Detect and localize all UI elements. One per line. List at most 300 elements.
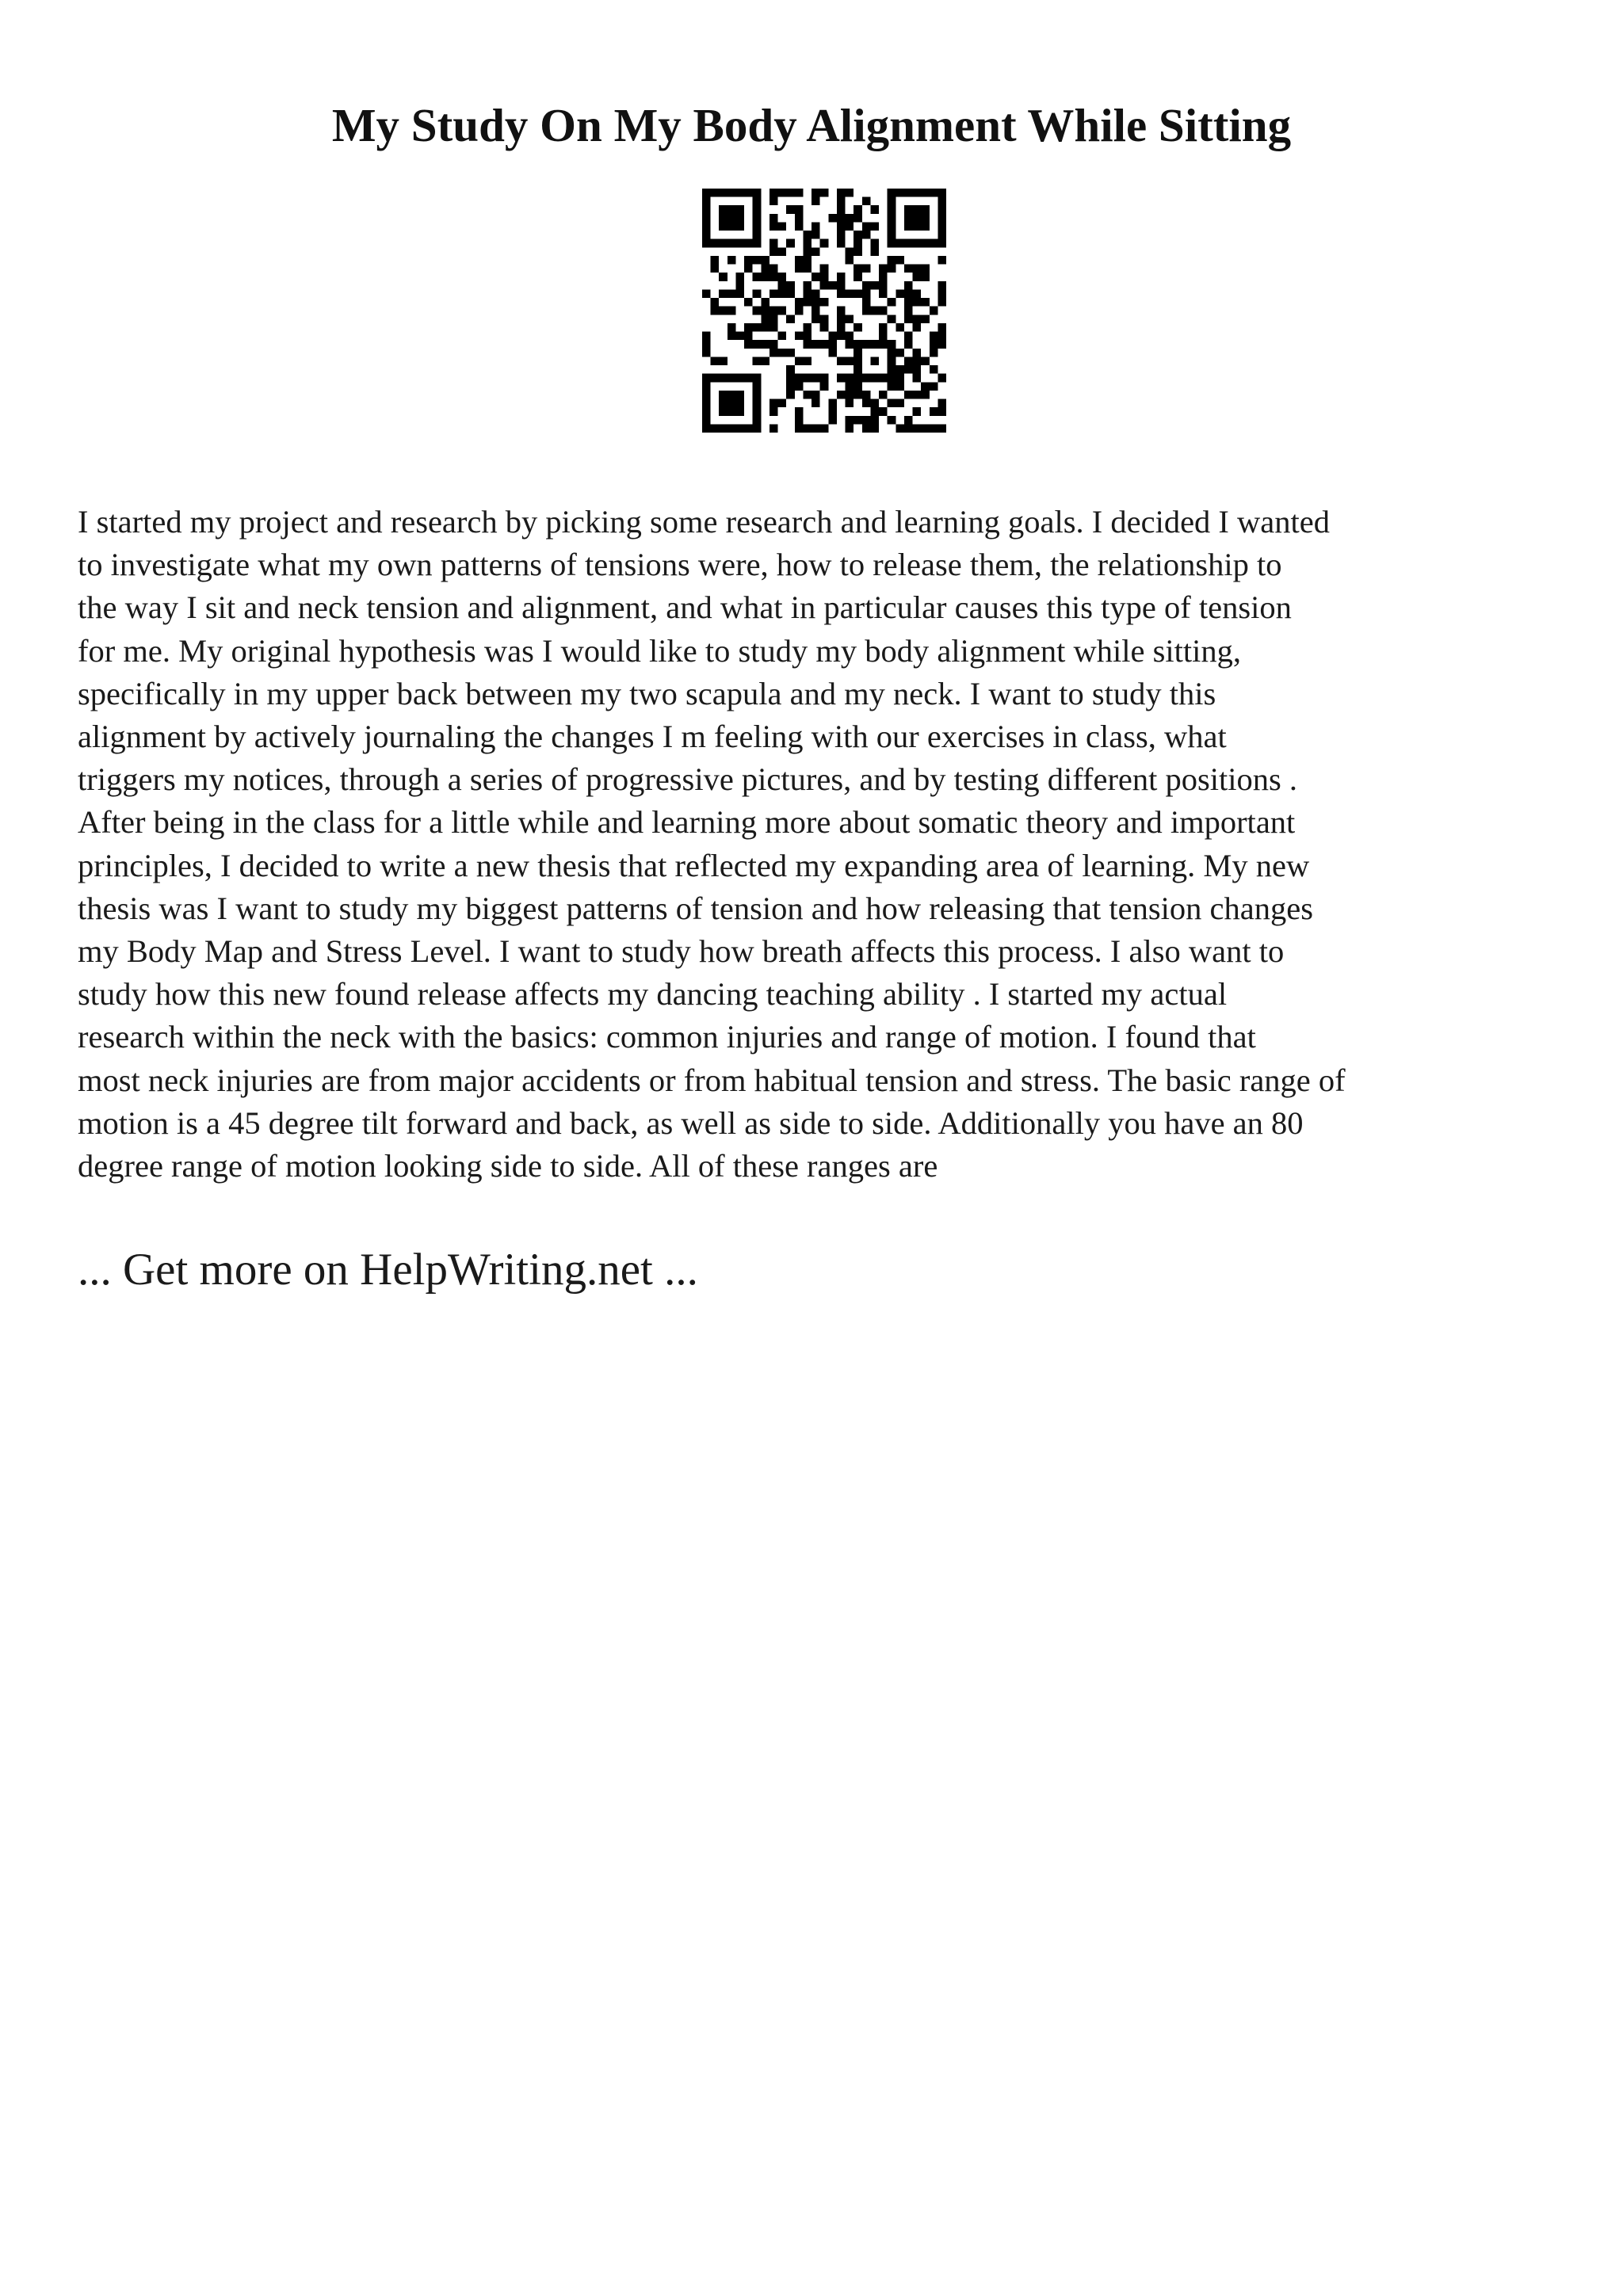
qr-module (862, 374, 871, 383)
qr-module (803, 256, 812, 265)
qr-module (904, 391, 913, 399)
qr-module (930, 189, 938, 197)
qr-module (795, 189, 804, 197)
qr-module (828, 332, 837, 341)
qr-module (837, 357, 846, 365)
qr-module (778, 349, 787, 357)
qr-module (870, 239, 879, 248)
qr-module (711, 307, 720, 315)
qr-module (803, 298, 812, 307)
qr-module (896, 256, 904, 265)
qr-module (862, 281, 871, 290)
qr-module (812, 298, 820, 307)
qr-module (870, 222, 879, 231)
qr-module (711, 189, 720, 197)
qr-module (837, 222, 846, 231)
qr-module (803, 424, 812, 433)
qr-module (803, 239, 812, 248)
body-line: to investigate what my own patterns of tensions were, how to release them, the relationship to (78, 547, 1282, 583)
qr-code-graphic (702, 189, 946, 433)
qr-module (719, 214, 727, 223)
qr-module (795, 265, 804, 273)
qr-module (896, 365, 904, 374)
qr-module (803, 357, 812, 365)
qr-module (846, 256, 854, 265)
qr-module (938, 281, 946, 290)
qr-module (879, 374, 888, 383)
qr-module (938, 289, 946, 298)
qr-module (879, 265, 888, 273)
qr-module (744, 256, 753, 265)
qr-module (921, 382, 930, 391)
qr-module (862, 340, 871, 349)
qr-module (862, 391, 871, 399)
qr-module (812, 247, 820, 256)
qr-module (719, 399, 727, 408)
qr-module (744, 340, 753, 349)
qr-module (854, 382, 862, 391)
qr-module (888, 357, 896, 365)
qr-module (846, 416, 854, 425)
qr-module (870, 247, 879, 256)
qr-module (846, 374, 854, 383)
qr-module (719, 273, 727, 281)
qr-module (803, 247, 812, 256)
qr-module (837, 332, 846, 341)
qr-module (870, 399, 879, 408)
qr-module (812, 424, 820, 433)
qr-module (753, 340, 762, 349)
qr-module (820, 374, 829, 383)
qr-module (888, 214, 896, 223)
qr-module (913, 298, 922, 307)
qr-module (938, 323, 946, 332)
qr-module (786, 239, 795, 248)
qr-module (719, 222, 727, 231)
qr-module (795, 407, 804, 416)
qr-module (930, 332, 938, 341)
qr-module (769, 407, 778, 416)
qr-module (753, 399, 762, 408)
qr-module (812, 222, 820, 231)
qr-module (888, 231, 896, 239)
qr-module (846, 382, 854, 391)
qr-module (702, 424, 711, 433)
qr-module (828, 340, 837, 349)
qr-module (854, 374, 862, 383)
qr-module (727, 256, 736, 265)
qr-module (735, 214, 744, 223)
qr-module (896, 424, 904, 433)
qr-module (735, 374, 744, 383)
qr-module (812, 315, 820, 323)
qr-module (862, 222, 871, 231)
qr-module (888, 189, 896, 197)
qr-module (753, 307, 762, 315)
qr-module (846, 289, 854, 298)
qr-module (711, 265, 720, 273)
body-line: specifically in my upper back between my two scapula and my neck. I want to study this (78, 675, 1216, 711)
qr-module (921, 315, 930, 323)
qr-module (719, 239, 727, 248)
qr-module (888, 239, 896, 248)
qr-module (921, 222, 930, 231)
qr-module (727, 391, 736, 399)
qr-module (938, 189, 946, 197)
qr-module (921, 298, 930, 307)
qr-module (837, 281, 846, 290)
qr-module (837, 197, 846, 206)
qr-module (769, 222, 778, 231)
qr-module (769, 424, 778, 433)
qr-module (913, 205, 922, 214)
qr-module (837, 273, 846, 281)
qr-module (735, 332, 744, 341)
qr-module (846, 189, 854, 197)
qr-module (761, 357, 769, 365)
qr-module (735, 281, 744, 290)
qr-module (846, 399, 854, 408)
qr-module (870, 424, 879, 433)
qr-module (862, 416, 871, 425)
qr-module (727, 214, 736, 223)
qr-module (753, 273, 762, 281)
qr-module (896, 323, 904, 332)
qr-module (702, 222, 711, 231)
qr-module (837, 205, 846, 214)
qr-module (837, 189, 846, 197)
qr-module (854, 239, 862, 248)
qr-module (854, 391, 862, 399)
qr-module (888, 298, 896, 307)
qr-module (846, 391, 854, 399)
body-line: After being in the class for a little while and learning more about somatic theory and important (78, 804, 1296, 841)
qr-module (870, 281, 879, 290)
qr-module (938, 256, 946, 265)
qr-module (727, 407, 736, 416)
qr-module (854, 416, 862, 425)
qr-module (769, 307, 778, 315)
qr-module (879, 273, 888, 281)
qr-module (930, 307, 938, 315)
qr-module (913, 365, 922, 374)
qr-module (769, 399, 778, 408)
qr-module (921, 239, 930, 248)
body-line: I started my project and research by picking some research and learning goals. I decided I wanted (78, 504, 1330, 540)
qr-module (820, 273, 829, 281)
qr-module (879, 323, 888, 332)
qr-module (904, 265, 913, 273)
qr-module (744, 265, 753, 273)
qr-module (888, 197, 896, 206)
qr-module (719, 391, 727, 399)
qr-module (854, 340, 862, 349)
qr-module (820, 265, 829, 273)
body-line: degree range of motion looking side to side. All of these ranges are (78, 1148, 938, 1184)
qr-module (769, 289, 778, 298)
qr-module (938, 407, 946, 416)
qr-module (846, 424, 854, 433)
qr-module (904, 205, 913, 214)
qr-module (727, 189, 736, 197)
qr-module (735, 273, 744, 281)
qr-module (803, 289, 812, 298)
qr-module (846, 332, 854, 341)
qr-module (812, 399, 820, 408)
body-line: most neck injuries are from major accidents or from habitual tension and stress. The basic range of (78, 1062, 1346, 1098)
qr-module (795, 222, 804, 231)
qr-module (786, 205, 795, 214)
body-line: triggers my notices, through a series of progressive pictures, and by testing different positions . (78, 761, 1298, 798)
qr-module (862, 197, 871, 206)
qr-module (769, 315, 778, 323)
qr-module (778, 307, 787, 315)
qr-module (837, 239, 846, 248)
body-line: the way I sit and neck tension and alignment, and what in particular causes this type of tension (78, 589, 1292, 626)
qr-module (904, 214, 913, 223)
qr-module (735, 239, 744, 248)
qr-module (930, 382, 938, 391)
qr-module (702, 340, 711, 349)
qr-module (820, 424, 829, 433)
qr-module (888, 315, 896, 323)
qr-module (870, 407, 879, 416)
qr-module (702, 239, 711, 248)
qr-module (921, 424, 930, 433)
qr-module (803, 281, 812, 290)
qr-module (837, 231, 846, 239)
qr-module (769, 349, 778, 357)
qr-module (803, 340, 812, 349)
qr-module (769, 239, 778, 248)
qr-module (711, 424, 720, 433)
qr-module (930, 239, 938, 248)
qr-module (778, 222, 787, 231)
qr-module (761, 323, 769, 332)
qr-module (862, 399, 871, 408)
qr-module (719, 407, 727, 416)
page-title: My Study On My Body Alignment While Sitting (331, 99, 1292, 151)
qr-module (735, 407, 744, 416)
qr-module (753, 407, 762, 416)
qr-module (711, 256, 720, 265)
qr-module (862, 307, 871, 315)
qr-module (854, 289, 862, 298)
qr-module (795, 374, 804, 383)
qr-module (938, 298, 946, 307)
qr-module (702, 197, 711, 206)
qr-module (888, 399, 896, 408)
qr-module (938, 214, 946, 223)
qr-module (711, 239, 720, 248)
qr-module (888, 349, 896, 357)
qr-module (795, 214, 804, 223)
qr-module (727, 424, 736, 433)
qr-module (862, 424, 871, 433)
qr-module (846, 315, 854, 323)
qr-module (837, 307, 846, 315)
qr-module (761, 307, 769, 315)
qr-module (828, 407, 837, 416)
qr-module (888, 382, 896, 391)
qr-module (913, 289, 922, 298)
body-line: alignment by actively journaling the changes I m feeling with our exercises in class, what (78, 719, 1227, 755)
qr-module (778, 273, 787, 281)
qr-module (795, 382, 804, 391)
qr-module (753, 214, 762, 223)
qr-module (812, 273, 820, 281)
qr-module (913, 407, 922, 416)
qr-module (761, 273, 769, 281)
qr-module (921, 205, 930, 214)
qr-module (862, 289, 871, 298)
qr-module (896, 374, 904, 383)
qr-module (727, 289, 736, 298)
qr-module (820, 323, 829, 332)
qr-module (795, 424, 804, 433)
qr-module (753, 374, 762, 383)
qr-module (828, 214, 837, 223)
qr-module (735, 189, 744, 197)
qr-module (711, 357, 720, 365)
qr-module (870, 416, 879, 425)
qr-module (896, 189, 904, 197)
qr-module (938, 239, 946, 248)
qr-module (904, 189, 913, 197)
qr-module (753, 323, 762, 332)
qr-module (904, 281, 913, 290)
qr-module (795, 205, 804, 214)
qr-module (854, 357, 862, 365)
qr-module (846, 340, 854, 349)
qr-module (904, 340, 913, 349)
qr-module (846, 214, 854, 223)
qr-module (702, 349, 711, 357)
qr-module (938, 374, 946, 383)
qr-module (761, 340, 769, 349)
qr-module (786, 189, 795, 197)
qr-module (879, 340, 888, 349)
qr-module (769, 247, 778, 256)
qr-module (888, 340, 896, 349)
qr-module (812, 307, 820, 315)
qr-module (888, 222, 896, 231)
get-more-link[interactable]: ... Get more on HelpWriting.net ... (78, 1245, 698, 1295)
qr-module (938, 340, 946, 349)
qr-module (913, 189, 922, 197)
qr-module (753, 382, 762, 391)
qr-module (786, 391, 795, 399)
qr-module (753, 416, 762, 425)
qr-module (870, 357, 879, 365)
qr-module (921, 214, 930, 223)
qr-module (744, 298, 753, 307)
qr-module (786, 365, 795, 374)
qr-module (904, 289, 913, 298)
qr-module (786, 349, 795, 357)
body-line: research within the neck with the basics: common injuries and range of motion. I found that (78, 1019, 1256, 1055)
qr-module (727, 399, 736, 408)
qr-module (744, 189, 753, 197)
qr-module (744, 374, 753, 383)
qr-module (913, 239, 922, 248)
qr-module (702, 289, 711, 298)
qr-module (828, 281, 837, 290)
qr-module (904, 298, 913, 307)
qr-module (913, 374, 922, 383)
qr-module (812, 189, 820, 197)
qr-module (769, 197, 778, 206)
qr-module (753, 222, 762, 231)
qr-module (820, 340, 829, 349)
body-line: study how this new found release affects my dancing teaching ability . I started my actual (78, 976, 1228, 1013)
qr-module (761, 256, 769, 265)
qr-module (820, 298, 829, 307)
qr-module (913, 357, 922, 365)
qr-module (904, 357, 913, 365)
qr-module (769, 189, 778, 197)
qr-module (727, 205, 736, 214)
qr-module (727, 307, 736, 315)
qr-module (735, 399, 744, 408)
qr-module (888, 205, 896, 214)
qr-module (913, 323, 922, 332)
qr-module (735, 424, 744, 433)
qr-module (870, 205, 879, 214)
qr-module (753, 189, 762, 197)
qr-module (904, 239, 913, 248)
qr-module (820, 315, 829, 323)
qr-module (854, 231, 862, 239)
qr-module (820, 189, 829, 197)
qr-module (888, 265, 896, 273)
qr-module (820, 239, 829, 248)
qr-module (735, 289, 744, 298)
qr-module (904, 315, 913, 323)
qr-module (753, 424, 762, 433)
body-line: thesis was I want to study my biggest patterns of tension and how releasing that tension changes (78, 890, 1313, 926)
qr-module (938, 197, 946, 206)
qr-module (778, 247, 787, 256)
qr-module (812, 374, 820, 383)
qr-module (904, 416, 913, 425)
qr-module (803, 323, 812, 332)
qr-module (854, 265, 862, 273)
qr-module (896, 239, 904, 248)
qr-module (795, 298, 804, 307)
qr-module (913, 265, 922, 273)
qr-module (837, 391, 846, 399)
qr-module (913, 273, 922, 281)
qr-module (803, 332, 812, 341)
qr-module (938, 205, 946, 214)
qr-module (888, 374, 896, 383)
qr-module (719, 307, 727, 315)
qr-module (753, 256, 762, 265)
qr-module (913, 349, 922, 357)
qr-module (904, 365, 913, 374)
qr-module (803, 374, 812, 383)
qr-module (837, 323, 846, 332)
qr-module (744, 323, 753, 332)
qr-module (921, 273, 930, 281)
qr-module (761, 265, 769, 273)
qr-module (888, 365, 896, 374)
qr-module (744, 332, 753, 341)
qr-module (870, 307, 879, 315)
qr-module (854, 214, 862, 223)
qr-module (812, 391, 820, 399)
